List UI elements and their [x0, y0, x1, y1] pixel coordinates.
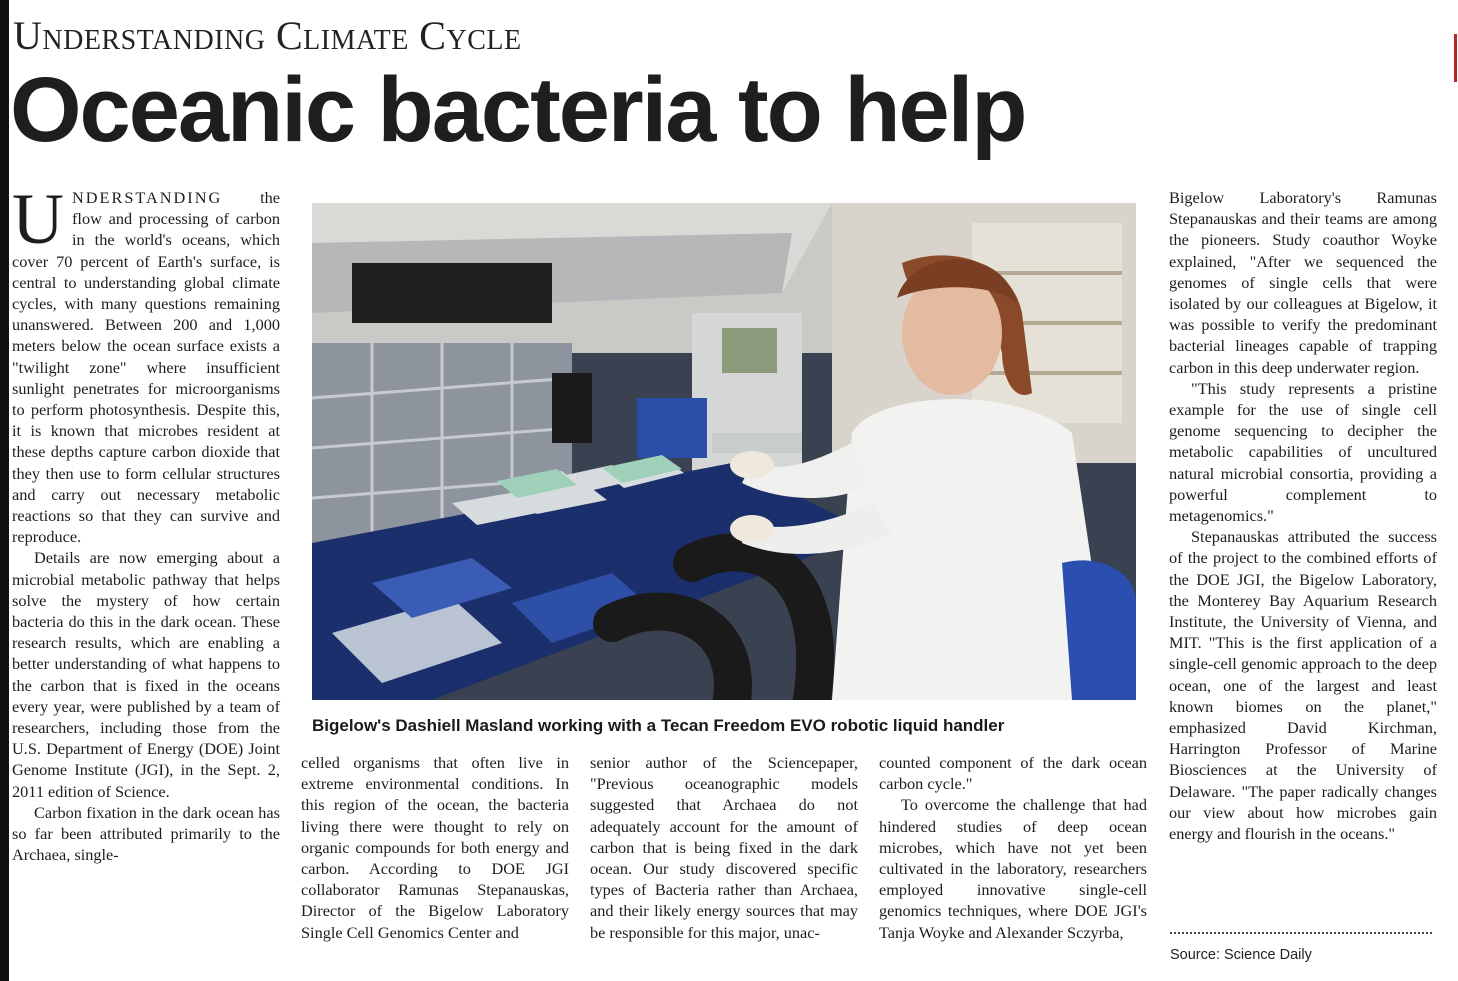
lab-photo-illustration — [312, 203, 1136, 700]
article-column-4 — [879, 752, 1147, 943]
page-edge-mark — [1454, 34, 1457, 82]
paragraph — [12, 179, 280, 547]
paragraph-text: the flow and processing of carbon in the world's oceans, which cover 70 percent of Earth's surface, is central to understanding global climate cycles, with many questions remaining unanswered. Between 200 and 1,000 meters below the ocean surface exists a "twilight zone" where insufficient sunlight penetrates for microorganisms to perform photosynthesis. Despite this, it is known that microbes resident at these depths capture carbon dioxide that they then use to form cellular structures and carry out necessary metabolic reactions so that they can survive and reproduce. — [12, 188, 280, 547]
article-column-5 — [1169, 187, 1437, 844]
dotted-divider — [1170, 932, 1432, 934]
paragraph: Details are now emerging about a microbial metabolic pathway that helps solve the mystery of how certain bacteria do this in the dark ocean. These research results, which are enabling a better understanding of what happens to the carbon that is fixed in the oceans every year, were published by a team of researchers, including those from the U.S. Department of Energy (DOE) Joint Genome Institute (JGI), in the Sept. 2, 2011 edition of Science. — [12, 548, 280, 801]
photo-caption: Bigelow's Dashiell Masland working with a Tecan Freedom EVO robotic liquid handler — [312, 716, 1005, 735]
headline: Oceanic bacteria to help — [10, 59, 1026, 161]
lab-photo — [312, 203, 1136, 700]
section-kicker: Understanding Climate Cycle — [13, 13, 522, 58]
paragraph: senior author of the Sciencepaper, "Previous oceanographic models suggested that Archaea do not adequately account for the amount of carbon that is being fixed in the dark ocean. Our study discovered specific types of Bacteria rather than Archaea, and their likely energy sources that may be responsible for this major, unac- — [590, 753, 858, 942]
paragraph: Carbon fixation in the dark ocean has so far been attributed primarily to the Archaea, single- — [12, 802, 280, 865]
paragraph: Stepanauskas attributed the success of the project to the combined efforts of the DOE JGI, the Bigelow Laboratory, the Monterey Bay Aquarium Research Institute, the University of Vienna, and MIT. "This is the first application of a single-cell genomic approach to the deep ocean, one of the largest and least known biomes on the planet," emphasized David Kirchman, Harrington Professor of Marine Biosciences at the University of Delaware. "The paper radically changes our view about how microbes gain energy and flourish in the oceans." — [1169, 527, 1437, 844]
drop-cap: U — [12, 179, 64, 259]
paragraph: counted component of the dark ocean carbon cycle." — [879, 753, 1147, 794]
article-column-1 — [12, 179, 280, 866]
paragraph: To overcome the challenge that had hindered studies of deep ocean microbes, which have not yet been cultivated in the laboratory, researchers employed innovative single-cell genomics techniques, where DOE JGI's Tanja Woyke and Alexander Sczyrba, — [879, 795, 1147, 942]
paragraph: "This study represents a pristine example for the use of single cell genome sequencing to decipher the metabolic capabilities of uncultured natural microbial consortia, providing a powerful complement to metagenomics." — [1169, 378, 1437, 526]
source-credit: Source: Science Daily — [1170, 947, 1312, 963]
paragraph: Bigelow Laboratory's Ramunas Stepanauskas and their teams are among the pioneers. Study coauthor Woyke explained, "After we sequenced the genomes of single cells that were isolated by our colleagues at Bigelow, it was possible to verify the predominant bacterial lineages capable of trapping carbon in this deep underwater region. — [1169, 188, 1437, 377]
paragraph: celled organisms that often live in extreme environmental conditions. In this region of the ocean, the bacteria living there were thought to rely on organic compounds for both energy and carbon. According to DOE JGI collaborator Ramunas Stepanauskas, Director of the Bigelow Laboratory Single Cell Genomics Center and — [301, 753, 569, 942]
lead-word: NDERSTANDING — [72, 188, 223, 207]
article-column-3 — [590, 752, 858, 943]
page-edge-bar — [0, 0, 9, 981]
article-column-2 — [301, 752, 569, 943]
